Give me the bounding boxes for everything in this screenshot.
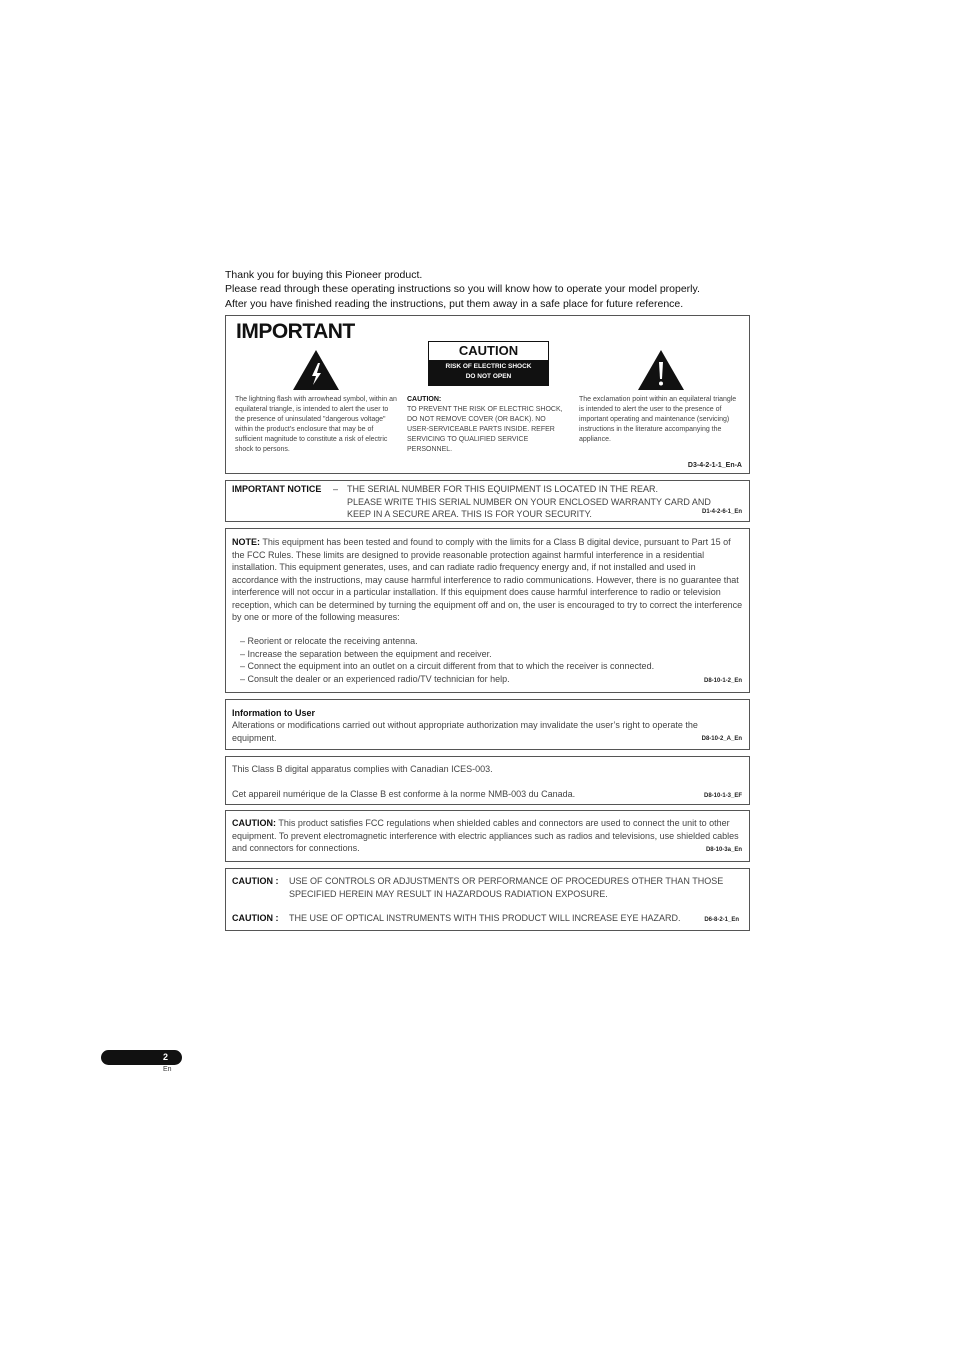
list-item: – Reorient or relocate the receiving antenna. bbox=[240, 636, 418, 646]
important-title: IMPORTANT bbox=[236, 320, 355, 343]
optical-caution-text: THE USE OF OPTICAL INSTRUMENTS WITH THIS PRODUCT WILL INCREASE EYE HAZARD. bbox=[289, 913, 681, 923]
list-item: – Connect the equipment into an outlet on a circuit different from that to which the receiver is connected. bbox=[240, 661, 655, 671]
info-text: Alterations or modifications carried out without appropriate authorization may invalidate the user’s right to operate the equipment. bbox=[232, 720, 698, 743]
intro-line: Please read through these operating instructions so you will know how to operate your model properly. bbox=[225, 283, 700, 296]
notice-label: IMPORTANT NOTICE bbox=[232, 484, 322, 494]
doc-code: D8-10-3a_En bbox=[705, 847, 742, 853]
caution-label bbox=[428, 341, 549, 386]
laser-caution-label: CAUTION : bbox=[232, 913, 279, 923]
caution-text: TO PREVENT THE RISK OF ELECTRIC SHOCK, DO NOT REMOVE COVER (OR BACK). NO USER-SERVICEABLE PARTS INSIDE. REFER SERVICING TO QUALIFIED SERVICE PERSONNEL. bbox=[407, 406, 563, 453]
caution-heading: CAUTION: bbox=[407, 396, 442, 403]
lightning-warning-icon bbox=[292, 349, 340, 391]
laser-caution-text bbox=[289, 875, 723, 900]
notice-text bbox=[347, 483, 711, 521]
doc-code: D8-10-1-3_EF bbox=[703, 793, 742, 799]
notice-line: THE SERIAL NUMBER FOR THIS EQUIPMENT IS LOCATED IN THE REAR. bbox=[347, 484, 659, 494]
exclamation-warning-icon bbox=[637, 349, 685, 391]
laser-caution-label: CAUTION : bbox=[232, 876, 279, 886]
laser-line: SPECIFIED HEREIN MAY RESULT IN HAZARDOUS RADIATION EXPOSURE. bbox=[289, 888, 608, 899]
list-item: – Consult the dealer or an experienced radio/TV technician for help. bbox=[240, 673, 510, 684]
notice-line: PLEASE WRITE THIS SERIAL NUMBER ON YOUR ENCLOSED WARRANTY CARD AND bbox=[347, 496, 711, 507]
shield-caution-label: CAUTION: bbox=[232, 818, 276, 828]
page-number: 2 bbox=[162, 1052, 168, 1062]
caution-label-sub bbox=[429, 360, 548, 385]
notice-line: KEEP IN A SECURE AREA. THIS IS FOR YOUR SECURITY. bbox=[347, 509, 592, 519]
intro-text bbox=[225, 268, 700, 311]
canada-fr-text: Cet appareil numérique de la Classe B est conforme à la norme NMB-003 du Canada. bbox=[232, 789, 576, 799]
measures-list bbox=[240, 635, 654, 685]
notice-dash: – bbox=[333, 484, 339, 494]
shielded-cable-caution-box bbox=[225, 810, 750, 862]
info-title: Information to User bbox=[232, 708, 316, 718]
shield-caution-body: This product satisfies FCC regulations when shielded cables and connectors are used to connect the unit to other equipment. To prevent electromagnetic interference with electric appliances such as radios and televisions, use shielded cables and connectors for connections. bbox=[232, 818, 739, 853]
caution-sub-line: RISK OF ELECTRIC SHOCK bbox=[445, 363, 532, 370]
lightning-description: The lightning flash with arrowhead symbol, within an equilateral triangle, is intended to alert the user to the presence of uninsulated "dangerous voltage" within the product's enclosure that may be of sufficient magnitude to constitute a risk of electric shock to persons. bbox=[235, 396, 397, 453]
intro-line: Thank you for buying this Pioneer product. bbox=[225, 269, 423, 281]
doc-code: D3-4-2-1-1_En-A bbox=[687, 462, 742, 469]
page-number-tab bbox=[101, 1050, 182, 1065]
fcc-note-box bbox=[225, 528, 750, 693]
canada-en-text: This Class B digital apparatus complies with Canadian ICES-003. bbox=[232, 764, 493, 774]
caution-description bbox=[407, 395, 569, 455]
exclamation-description: The exclamation point within an equilateral triangle is intended to alert the user to the presence of important operating and maintenance (servicing) instructions in the literature accompanying the appliance. bbox=[579, 396, 737, 443]
important-box bbox=[225, 315, 750, 474]
laser-line: USE OF CONTROLS OR ADJUSTMENTS OR PERFORMANCE OF PROCEDURES OTHER THAN THOSE bbox=[289, 876, 724, 886]
list-item: – Increase the separation between the equipment and receiver. bbox=[240, 648, 492, 659]
note-label: NOTE: bbox=[232, 537, 260, 547]
info-to-user-box bbox=[225, 699, 750, 750]
canada-compliance-box bbox=[225, 756, 750, 805]
fcc-note-text bbox=[232, 536, 744, 624]
important-notice-box bbox=[225, 480, 750, 522]
page-language: En bbox=[163, 1066, 172, 1073]
doc-code: D6-8-2-1_En bbox=[704, 917, 739, 923]
shield-caution-text bbox=[232, 817, 744, 855]
note-body: This equipment has been tested and found to comply with the limits for a Class B digital device, pursuant to Part 15 of the FCC Rules. These limits are designed to provide reasonable protection against harmful interference in a residential installation. This equipment generates, uses, and can radiate radio frequency energy and, if not installed and used in accordance with the instructions, may cause harmful interference to radio communications. However, there is no guarantee that interference will not occur in a particular installation. If this equipment does cause harmful interference to radio or television reception, which can be determined by turning the equipment off and on, the user is encouraged to try to correct the interference by one or more of the following measures: bbox=[232, 537, 743, 622]
doc-code: D8-10-2_A_En bbox=[701, 736, 742, 742]
laser-caution-box bbox=[225, 868, 750, 931]
doc-code: D8-10-1-2_En bbox=[703, 678, 742, 684]
doc-code: D1-4-2-6-1_En bbox=[701, 509, 742, 515]
caution-label-title: CAUTION bbox=[429, 342, 548, 360]
caution-sub-line: DO NOT OPEN bbox=[465, 373, 512, 380]
intro-line: After you have finished reading the instructions, put them away in a safe place for future reference. bbox=[225, 297, 684, 310]
